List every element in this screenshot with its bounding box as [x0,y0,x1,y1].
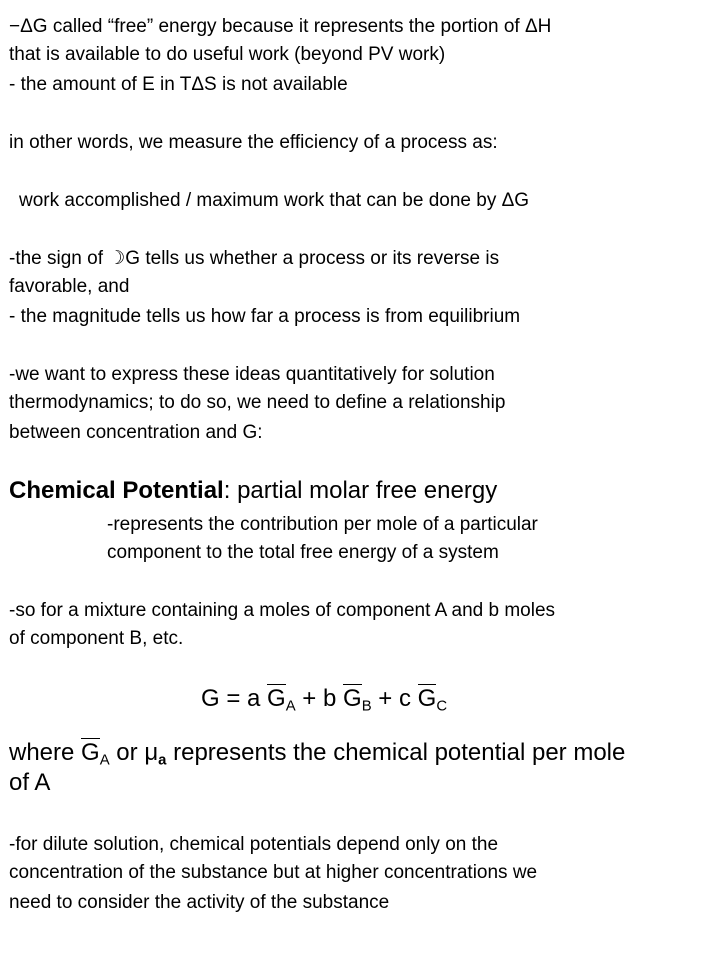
text-line: need to consider the activity of the substance [9,892,390,913]
partial-molar-g: G [343,685,362,712]
text-line: favorable, and [9,276,130,297]
mu-symbol: μ [144,739,159,766]
partial-molar-g: G [417,685,437,712]
definition-line: of A [9,769,51,796]
text-line: −ΔG called “free” energy because it represents the portion of ΔH [9,16,552,37]
text-line: -represents the contribution per mole of a particular [107,514,538,535]
text-line: -so for a mixture containing a moles of component A and b moles [9,600,556,621]
text-line: - the amount of E in TΔS is not available [9,74,348,95]
section-heading [9,476,497,506]
heading-bold: Chemical Potential [9,477,224,504]
text-line: between concentration and G: [9,422,263,443]
text-line: concentration of the substance but at higher concentrations we [9,862,538,883]
partial-molar-g: G [267,685,286,712]
equation: G = a $G_A + b$ $G_B + c$ $G_C$ [201,685,448,715]
efficiency-formula: work accomplished / maximum work that can be done by ΔG [19,190,530,211]
text-line: in other words, we measure the efficiency of a process as: [9,132,498,153]
text-line: of component B, etc. [9,628,184,649]
text-line: - the magnitude tells us how far a process is from equilibrium [9,306,521,327]
heading-rest: : partial molar free energy [223,477,498,504]
partial-molar-g: G [81,739,100,766]
text-line: -the sign of ☽G tells us whether a process or its reverse is [9,248,500,269]
text-line: -we want to express these ideas quantitatively for solution [9,364,495,385]
text-line: thermodynamics; to do so, we need to define a relationship [9,392,506,413]
text-line: component to the total free energy of a system [107,542,499,563]
text-line: -for dilute solution, chemical potentials depend only on the [9,834,499,855]
text-line: that is available to do useful work (beyond PV work) [9,44,446,65]
definition-line: where $G_A$ or $\mu_a$ represents the chemical potential per mole [9,739,626,769]
